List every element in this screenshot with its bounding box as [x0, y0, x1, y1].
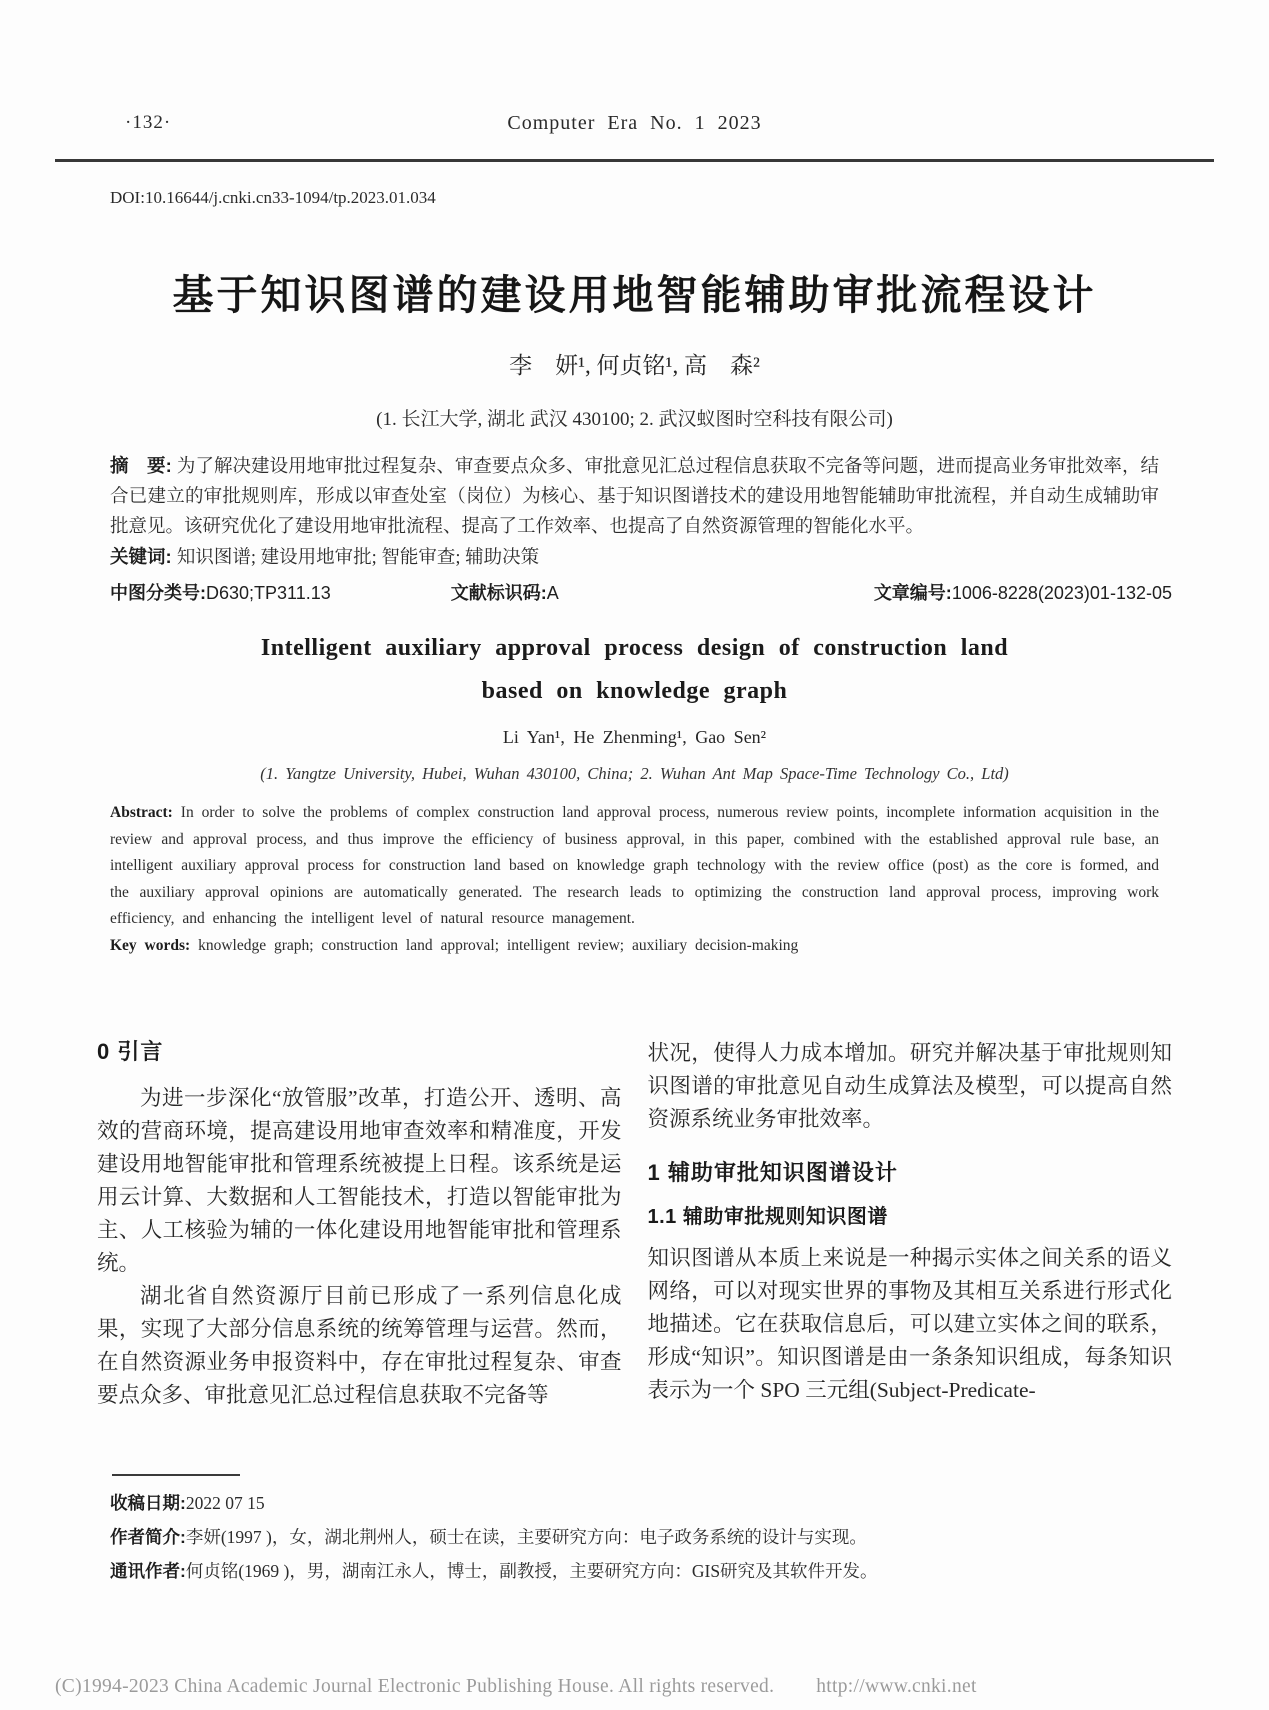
abstract-text-en: In order to solve the problems of complex construction land approval process, numerous review points, incomplete information acquisition in the review and approval process, and thus improve the efficiency of business approval, in this paper, combined with the established approval rule base, an intelligent auxiliary approval process for construction land based on knowledge graph technology with the review office (post) as the core is formed, and the auxiliary approval opinions are automatically generated. The research leads to optimizing the construction land approval process, improving work efficiency, and enhancing the intelligent level of natural resource management.	[110, 804, 1160, 927]
paragraph: 状况，使得人力成本增加。研究并解决基于审批规则知识图谱的审批意见自动生成算法及模型，可以提高自然资源系统业务审批效率。	[647, 1041, 1172, 1131]
paragraph: 湖北省自然资源厅目前已形成了一系列信息化成果，实现了大部分信息系统的统筹管理与运营。然而，在自然资源业务申报资料中，存在审批过程复杂、审查要点众多、审批意见汇总过程信息获取不完备等	[97, 1284, 622, 1407]
left-column	[97, 1035, 622, 1412]
footnote-divider	[112, 1474, 240, 1476]
article-title-en-line2: based on knowledge graph	[481, 678, 788, 704]
paragraph: 知识图谱从本质上来说是一种揭示实体之间关系的语义网络，可以对现实世界的事物及其相互关系进行形式化地描述。它在获取信息后，可以建立实体之间的联系，形成“知识”。知识图谱是由一条条知识组成，每条知识表示为一个 SPO 三元组(Subject-Predicate-	[647, 1246, 1172, 1402]
keywords-en	[110, 933, 1159, 960]
article-title-en-line1: Intelligent auxiliary approval process design of construction land	[260, 635, 1009, 661]
footnote-corresponding: 通讯作者:何贞铭(1969 )，男，湖南江永人，博士，副教授，主要研究方向：GIS研究及其软件开发。	[110, 1561, 878, 1581]
abstract-text-cn: 为了解决建设用地审批过程复杂、审查要点众多、审批意见汇总过程信息获取不完备等问题，进而提高业务审批效率，结合已建立的审批规则库，形成以审查处室（岗位）为核心、基于知识图谱技术的建设用地智能辅助审批流程，并自动生成辅助审批意见。该研究优化了建设用地审批流程、提高了工作效率、也提高了自然资源管理的智能化水平。	[110, 457, 1159, 537]
page-header	[0, 0, 1269, 135]
doi-text: DOI:10.16644/j.cnki.cn33-1094/tp.2023.01.034	[110, 188, 436, 207]
article-id: 文章编号:1006-8228(2023)01-132-05	[873, 583, 1172, 603]
copyright-bar	[55, 1676, 1214, 1698]
paragraph: 为进一步深化“放管服”改革，打造公开、透明、高效的营商环境，提高建设用地审查效率和精准度，开发建设用地智能审批和管理系统被提上日程。该系统是运用云计算、大数据和人工智能技术，打造以智能审批为主、人工核验为辅的一体化建设用地智能审批和管理系统。	[97, 1086, 622, 1275]
classification-row	[110, 579, 1172, 605]
authors-cn: 李 妍¹, 何贞铭¹, 高 森²	[509, 353, 760, 378]
body-columns	[97, 1035, 1172, 1412]
cnki-url: http://www.cnki.net	[816, 1676, 977, 1697]
right-column	[648, 1035, 1173, 1412]
section-heading-1: 1 辅助审批知识图谱设计	[647, 1160, 898, 1185]
keywords-text-cn: 知识图谱; 建设用地审批; 智能审查; 辅助决策	[176, 548, 540, 568]
abstract-block-cn	[110, 451, 1159, 573]
copyright-text: (C)1994-2023 China Academic Journal Electronic Publishing House. All rights reserved.	[55, 1676, 775, 1697]
section-heading-1-1: 1.1 辅助审批规则知识图谱	[647, 1206, 888, 1228]
article-title-cn: 基于知识图谱的建设用地智能辅助审批流程设计	[172, 272, 1097, 318]
page-number: ·132·	[125, 112, 172, 133]
footnotes	[110, 1474, 1172, 1588]
abstract-cn	[110, 451, 1159, 542]
authors-en: Li Yan¹, He Zhenming¹, Gao Sen²	[502, 727, 767, 747]
affiliation-en: (1. Yangtze University, Hubei, Wuhan 430100, China; 2. Wuhan Ant Map Space-Time Technology Co., Ltd)	[260, 764, 1009, 783]
section-heading-0: 0 引言	[97, 1039, 164, 1064]
keywords-label-en: Key words:	[110, 936, 199, 954]
abstract-block-en	[110, 800, 1159, 959]
abstract-label-cn: 摘 要:	[110, 455, 177, 476]
footnote-received: 收稿日期:2022 07 15	[110, 1493, 265, 1513]
abstract-en	[110, 800, 1159, 933]
keywords-label-cn: 关键词:	[110, 546, 177, 567]
keywords-cn	[110, 542, 1159, 573]
journal-title: Computer Era No. 1 2023	[507, 112, 762, 134]
document-code: 文献标识码:A	[450, 583, 559, 603]
clc-number: 中图分类号:D630;TP311.13	[110, 583, 331, 603]
abstract-label-en: Abstract:	[110, 804, 181, 821]
affiliation-cn: (1. 长江大学, 湖北 武汉 430100; 2. 武汉蚁图时空科技有限公司)	[376, 409, 893, 430]
footnote-bio: 作者简介:李妍(1997 )，女，湖北荆州人，硕士在读，主要研究方向：电子政务系统的设计与实现。	[110, 1527, 867, 1547]
header-divider	[55, 159, 1214, 162]
keywords-text-en: knowledge graph; construction land approval; intelligent review; auxiliary decision-making	[198, 936, 799, 954]
